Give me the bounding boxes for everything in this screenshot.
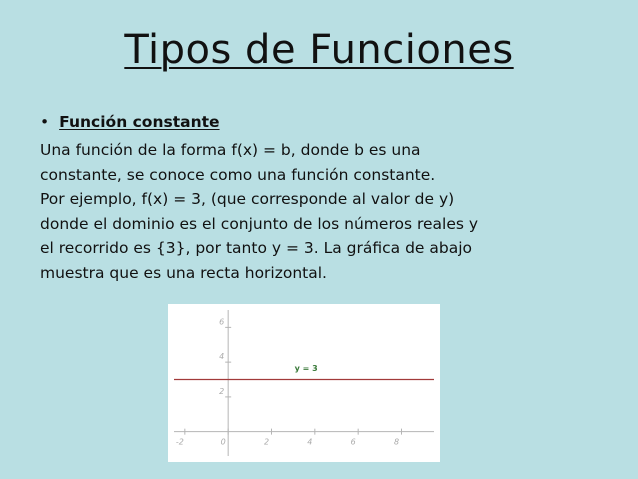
paragraph-line: muestra que es una recta horizontal. — [40, 263, 327, 282]
x-tick-label: 0 — [220, 437, 226, 447]
line-label: y = 3 — [294, 363, 318, 373]
y-tick-label: 6 — [219, 317, 225, 327]
x-tick-label: 4 — [307, 437, 313, 447]
x-tick-label: 2 — [263, 437, 270, 447]
bullet-item — [40, 112, 220, 132]
paragraph-line: Por ejemplo, f(x) = 3, (que corresponde al valor de y) — [40, 190, 455, 208]
constant-function-graph — [168, 304, 440, 462]
y-tick-label: 4 — [219, 352, 225, 362]
paragraph-line: donde el dominio es el conjunto de los números reales y — [40, 214, 479, 233]
bullet-icon: • — [40, 113, 50, 131]
x-tick-label: 6 — [350, 437, 356, 447]
bullet-heading: Función constante — [59, 113, 220, 131]
y-tick-label: 2 — [219, 386, 225, 396]
x-tick-label: 8 — [393, 437, 400, 447]
x-tick-label: -2 — [175, 437, 184, 447]
graph-svg — [168, 304, 440, 462]
paragraph-line: constante, se conoce como una función constante. — [40, 165, 436, 184]
paragraph-line: el recorrido es {3}, por tanto y = 3. La gráfica de abajo — [40, 239, 472, 257]
paragraph-line: Una función de la forma f(x) = b, donde b es una — [40, 141, 421, 159]
body-paragraph — [40, 138, 630, 285]
slide-title: Tipos de Funciones — [124, 27, 514, 73]
